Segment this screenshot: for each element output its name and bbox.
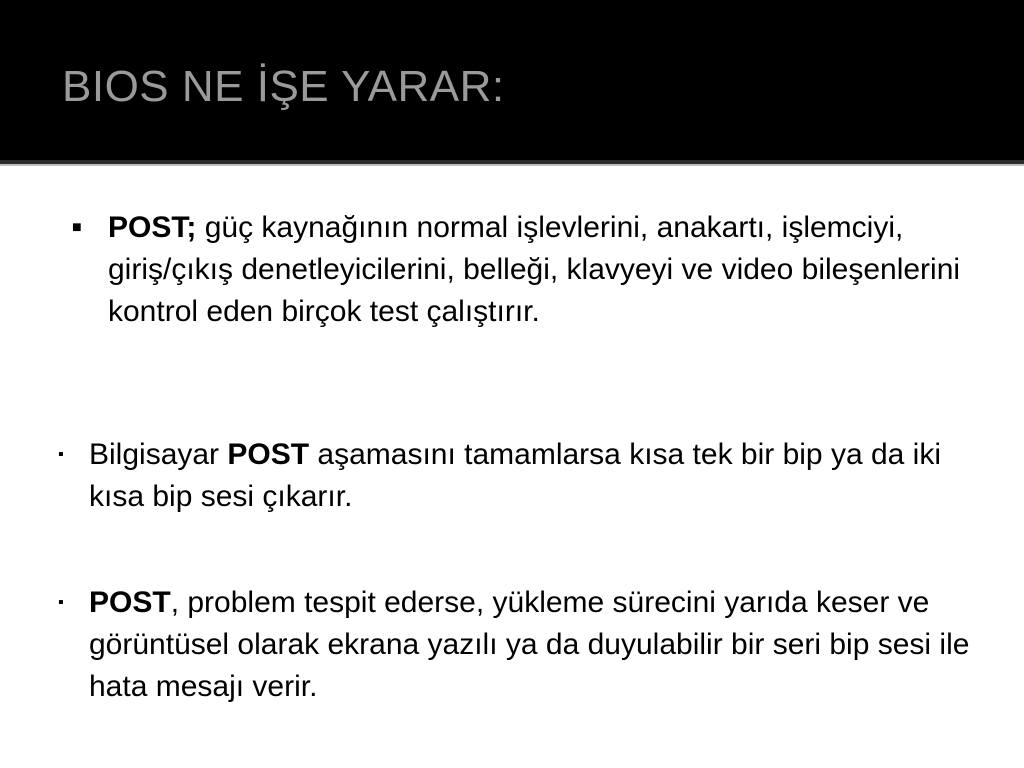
bullet-prefix: Bilgisayar — [89, 438, 228, 471]
bullet-body: aşamasını tamamlarsa kısa tek bir bip ya da iki kısa bip sesi çıkarır. — [89, 438, 941, 513]
bullet-text — [89, 582, 978, 708]
bullet-body: , problem tespit ederse, yükleme sürecini yarıda keser ve görüntüsel olarak ekrana yazılı ya da duyulabilir bir seri bip sesi ile hata mesajı verir. — [89, 586, 970, 703]
bullet-body: güç kaynağının normal işlevlerini, anakartı, işlemciyi, giriş/çıkış denetleyicilerini, belleği, klavyeyi ve video bileşenlerini kontrol eden birçok test çalıştırır. — [108, 211, 961, 328]
title-band — [0, 0, 1024, 160]
bullet-text — [108, 207, 972, 333]
bullet-post-error — [58, 582, 978, 708]
slide-title: BIOS NE İŞE YARAR: — [62, 62, 505, 111]
square-bullet-icon: ▪ — [58, 594, 64, 611]
square-bullet-icon: ▪ — [58, 446, 64, 463]
bullet-keyword: POST; — [108, 211, 197, 244]
bullet-keyword: POST — [227, 438, 310, 471]
bullet-keyword: POST — [89, 586, 171, 619]
bullet-post-success — [58, 434, 978, 518]
square-bullet-icon: ■ — [72, 219, 82, 236]
bullet-text — [89, 434, 978, 518]
bullet-post-tests — [72, 207, 972, 333]
header-divider-highlight — [0, 164, 1024, 166]
